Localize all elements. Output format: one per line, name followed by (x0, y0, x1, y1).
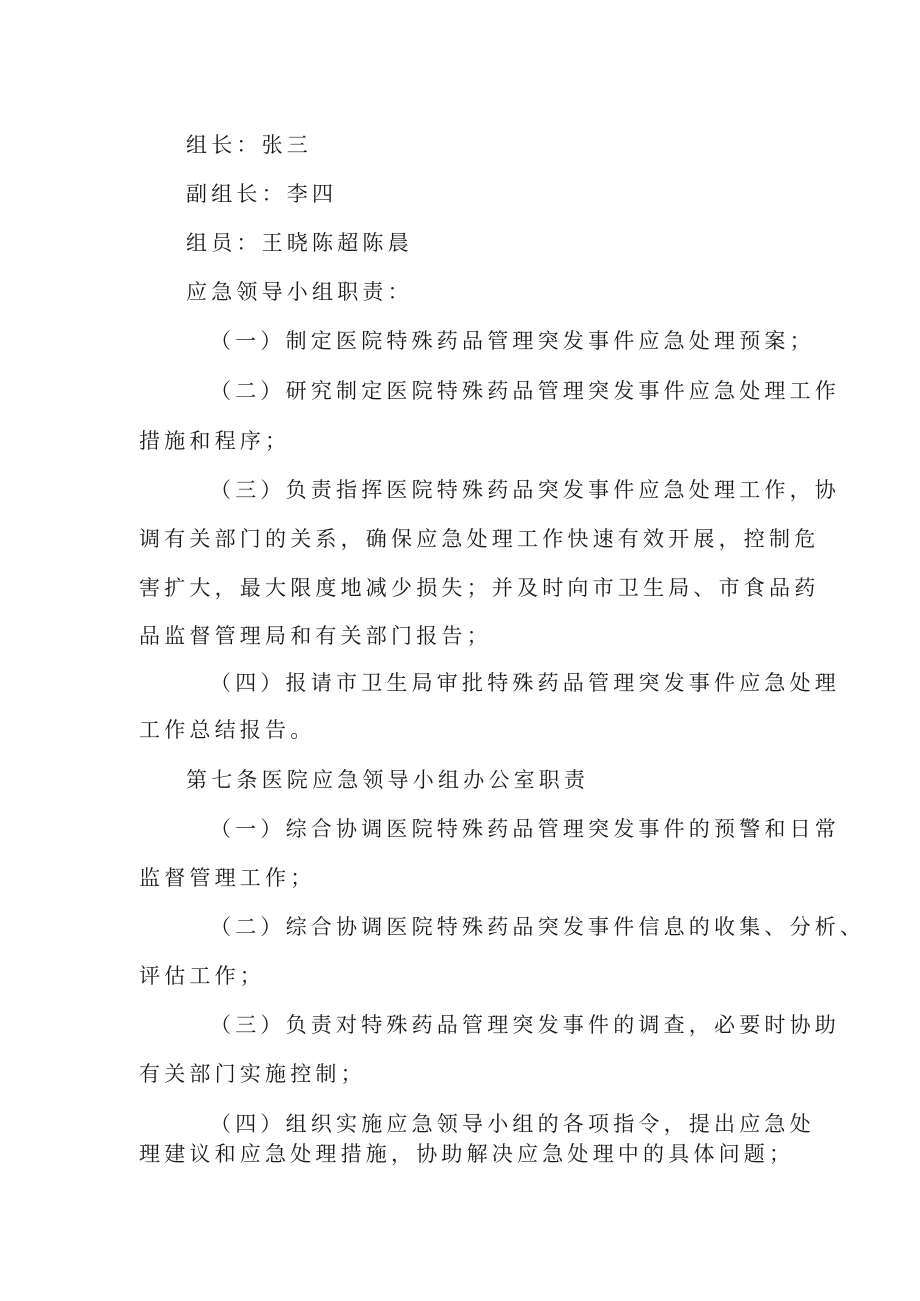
office-duty-item-3-cont: 有关部门实施控制； (139, 1062, 366, 1086)
office-duty-item-1: （一）综合协调医院特殊药品管理突发事件的预警和日常 (210, 817, 840, 841)
office-duty-item-2-cont: 评估工作； (139, 964, 265, 988)
group-duties-heading: 应急领导小组职责： (186, 280, 413, 304)
office-duty-item-3: （三）负责对特殊药品管理突发事件的调查，必要时协助 (210, 1013, 840, 1037)
article-7-heading: 第七条医院应急领导小组办公室职责 (186, 768, 590, 792)
duty-item-4-cont: 工作总结报告。 (139, 718, 316, 742)
office-duty-item-2: （二）综合协调医院特殊药品突发事件信息的收集、分析、 (210, 915, 866, 939)
duty-item-4: （四）报请市卫生局审批特殊药品管理突发事件应急处理 (210, 671, 840, 695)
office-duty-item-1-cont: 监督管理工作； (139, 866, 316, 890)
members-line: 组员：王晓陈超陈晨 (186, 231, 413, 255)
office-duty-item-4: （四）组织实施应急领导小组的各项指令，提出应急处 (210, 1112, 815, 1136)
duty-item-3-cont-1: 调有关部门的关系，确保应急处理工作快速有效开展，控制危 (139, 527, 820, 551)
deputy-leader-line: 副组长：李四 (186, 182, 338, 206)
duty-item-3: （三）负责指挥医院特殊药品突发事件应急处理工作，协 (210, 478, 840, 502)
duty-item-3-cont-3: 品监督管理局和有关部门报告； (139, 624, 492, 648)
duty-item-1: （一）制定医院特殊药品管理突发事件应急处理预案； (210, 329, 815, 353)
duty-item-2-cont: 措施和程序； (139, 429, 291, 453)
duty-item-2: （二）研究制定医院特殊药品管理突发事件应急处理工作 (210, 379, 840, 403)
leader-line: 组长：张三 (186, 133, 312, 157)
duty-item-3-cont-2: 害扩大，最大限度地减少损失；并及时向市卫生局、市食品药 (139, 576, 820, 600)
office-duty-item-4-cont: 理建议和应急处理措施，协助解决应急处理中的具体问题； (139, 1142, 795, 1166)
